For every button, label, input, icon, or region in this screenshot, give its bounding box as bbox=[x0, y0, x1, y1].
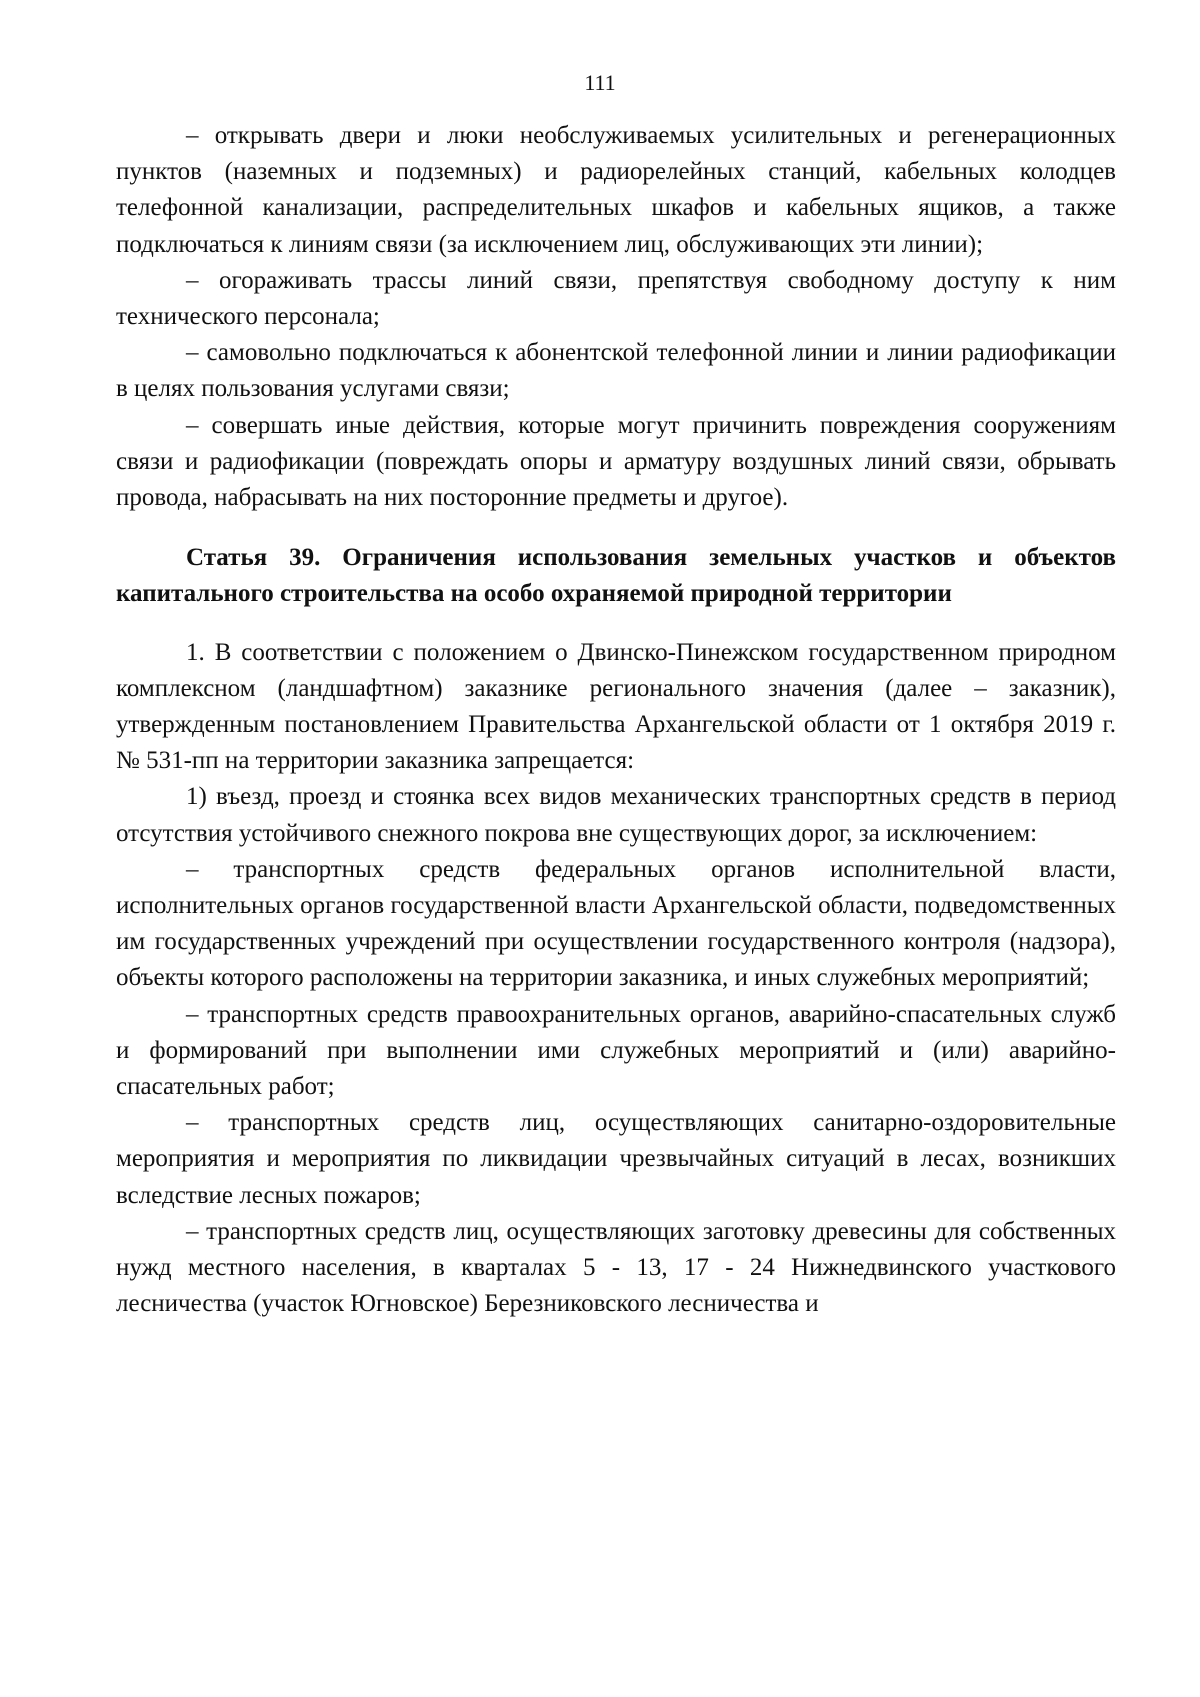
document-body bbox=[116, 118, 1116, 1323]
paragraph-list-item: – транспортных средств правоохранительных органов, аварийно-спасательных служб и формирований при выполнении ими служебных мероприятий и (или) аварийно-спасательных работ; bbox=[116, 1000, 1116, 1101]
spacer bbox=[116, 613, 1116, 635]
article-heading: Статья 39. Ограничения использования земельных участков и объектов капитального строительства на особо охраняемой природной территории bbox=[116, 544, 1116, 608]
paragraph-list-item: – совершать иные действия, которые могут причинить повреждения сооружениям связи и радиофикации (повреждать опоры и арматуру воздушных линий связи, обрывать провода, набрасывать на них посторонние предметы и другое). bbox=[116, 411, 1116, 512]
paragraph-list-item: – самовольно подключаться к абонентской телефонной линии и линии радиофикации в целях пользования услугами связи; bbox=[116, 339, 1116, 403]
paragraph-subclause: 1) въезд, проезд и стоянка всех видов механических транспортных средств в период отсутствия устойчивого снежного покрова вне существующих дорог, за исключением: bbox=[116, 783, 1116, 847]
paragraph-list-item: – огораживать трассы линий связи, препятствуя свободному доступу к ним технического персонала; bbox=[116, 266, 1116, 331]
paragraph-list-item: – открывать двери и люки необслуживаемых усилительных и регенерационных пунктов (наземных и подземных) и радиорелейных станций, кабельных колодцев телефонной канализации, распределительных шкафов и кабельных ящиков, а также подключаться к линиям связи (за исключением лиц, обслуживающих эти линии); bbox=[116, 122, 1116, 258]
paragraph-clause: 1. В соответствии с положением о Двинско-Пинежском государственном природном комплексном (ландшафтном) заказнике регионального значения (далее – заказник), утвержденным постановлением Правительства Архангельской области от 1 октября 2019 г. № 531-пп на территории заказника запрещается: bbox=[116, 638, 1116, 775]
page-number: 111 bbox=[584, 70, 616, 95]
paragraph-list-item: – транспортных средств лиц, осуществляющих заготовку древесины для собственных нужд местного населения, в кварталах 5 - 13, 17 - 24 Нижнедвинского участкового лесничества (участок Югновское) Березниковского лесничества и bbox=[116, 1217, 1116, 1318]
paragraph-list-item: – транспортных средств федеральных органов исполнительной власти, исполнительных органов государственной власти Архангельской области, подведомственных им государственных учреждений при осуществлении государственного контроля (надзора), объекты которого расположены на территории заказника, и иных служебных мероприятий; bbox=[116, 855, 1116, 992]
paragraph-list-item: – транспортных средств лиц, осуществляющих санитарно-оздоровительные мероприятия и мероприятия по ликвидации чрезвычайных ситуаций в лесах, возникших вследствие лесных пожаров; bbox=[116, 1109, 1116, 1209]
